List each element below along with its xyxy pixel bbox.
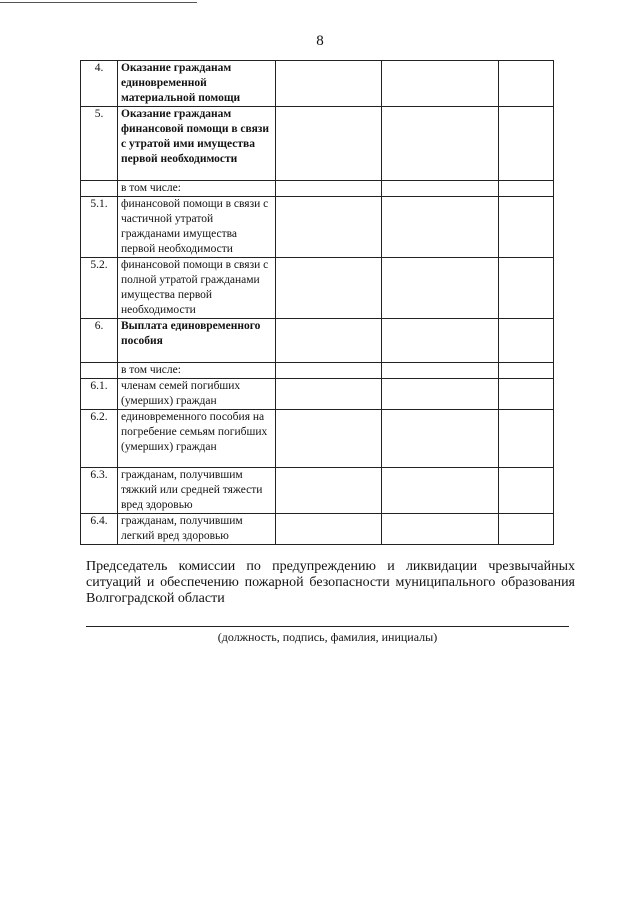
empty-cell xyxy=(499,181,554,197)
empty-cell xyxy=(382,514,499,545)
empty-cell xyxy=(276,468,382,514)
empty-cell xyxy=(382,61,499,107)
empty-cell xyxy=(382,181,499,197)
row-number xyxy=(81,363,118,379)
table-row xyxy=(81,514,554,545)
empty-cell xyxy=(276,363,382,379)
empty-cell xyxy=(276,107,382,181)
row-number: 5.2. xyxy=(81,258,118,319)
table-body xyxy=(81,61,554,545)
row-label: финансовой помощи в связи с полной утратой гражданами имущества первой необходимости xyxy=(118,258,276,319)
empty-cell xyxy=(276,61,382,107)
row-label: в том числе: xyxy=(118,363,276,379)
table-row xyxy=(81,61,554,107)
table-row xyxy=(81,181,554,197)
row-label: в том числе: xyxy=(118,181,276,197)
row-number: 6.3. xyxy=(81,468,118,514)
row-number: 5.1. xyxy=(81,197,118,258)
empty-cell xyxy=(276,410,382,468)
empty-cell xyxy=(382,258,499,319)
row-label: Оказание гражданам единовременной материальной помощи xyxy=(118,61,276,107)
table-row xyxy=(81,197,554,258)
table-row xyxy=(81,363,554,379)
empty-cell xyxy=(276,514,382,545)
row-label: Выплата единовременного пособия xyxy=(118,319,276,363)
row-label: единовременного пособия на погребение семьям погибших (умерших) граждан xyxy=(118,410,276,468)
empty-cell xyxy=(499,258,554,319)
row-number: 4. xyxy=(81,61,118,107)
empty-cell xyxy=(499,107,554,181)
row-number: 6.4. xyxy=(81,514,118,545)
empty-cell xyxy=(499,379,554,410)
empty-cell xyxy=(499,197,554,258)
empty-cell xyxy=(382,363,499,379)
row-label: членам семей погибших (умерших) граждан xyxy=(118,379,276,410)
row-number: 6.2. xyxy=(81,410,118,468)
empty-cell xyxy=(499,410,554,468)
row-label: Оказание гражданам финансовой помощи в связи с утратой ими имущества первой необходимости xyxy=(118,107,276,181)
chairman-title: Председатель комиссии по предупреждению и ликвидации чрезвычайных ситуаций и обеспечению пожарной безопасности муниципального образования Волгоградской области xyxy=(86,559,575,606)
empty-cell xyxy=(499,468,554,514)
empty-cell xyxy=(276,379,382,410)
row-label: финансовой помощи в связи с частичной утратой гражданами имущества первой необходимости xyxy=(118,197,276,258)
table-row xyxy=(81,379,554,410)
row-number: 5. xyxy=(81,107,118,181)
empty-cell xyxy=(499,61,554,107)
signature-caption: (должность, подпись, фамилия, инициалы) xyxy=(217,630,438,644)
empty-cell xyxy=(382,379,499,410)
table-row xyxy=(81,468,554,514)
empty-cell xyxy=(382,410,499,468)
report-table xyxy=(80,60,554,545)
page-number: 8 xyxy=(316,33,324,49)
empty-cell xyxy=(382,197,499,258)
empty-cell xyxy=(276,319,382,363)
empty-cell xyxy=(276,258,382,319)
signature-line xyxy=(86,626,569,627)
table-row xyxy=(81,410,554,468)
row-label: гражданам, получившим тяжкий или средней тяжести вред здоровью xyxy=(118,468,276,514)
table-row xyxy=(81,258,554,319)
empty-cell xyxy=(382,319,499,363)
top-rule xyxy=(0,2,197,3)
empty-cell xyxy=(276,181,382,197)
row-number xyxy=(81,181,118,197)
empty-cell xyxy=(499,363,554,379)
row-number: 6.1. xyxy=(81,379,118,410)
empty-cell xyxy=(382,468,499,514)
empty-cell xyxy=(382,107,499,181)
row-label: гражданам, получившим легкий вред здоровью xyxy=(118,514,276,545)
empty-cell xyxy=(499,319,554,363)
table-row xyxy=(81,107,554,181)
empty-cell xyxy=(499,514,554,545)
table-row xyxy=(81,319,554,363)
row-number: 6. xyxy=(81,319,118,363)
empty-cell xyxy=(276,197,382,258)
